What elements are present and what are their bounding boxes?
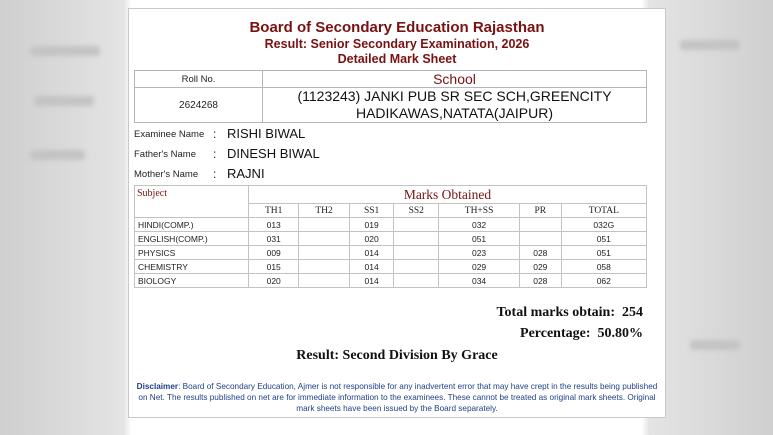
school-line-2: HADIKAWAS,NATATA(JAIPUR) xyxy=(355,105,554,121)
col-header-th2: TH2 xyxy=(299,204,349,218)
total-marks xyxy=(496,305,643,321)
school-value xyxy=(263,88,647,123)
roll-value: 2624268 xyxy=(135,88,263,123)
colon: : xyxy=(213,127,217,141)
table-row xyxy=(135,232,647,246)
subject-cell: CHEMISTRY xyxy=(135,260,249,274)
mother-label: Mother's Name xyxy=(134,169,199,180)
col-header-th-ss: TH+SS xyxy=(439,204,520,218)
col-header-pr: PR xyxy=(520,204,562,218)
table-row xyxy=(135,274,647,288)
mother-value: RAJNI xyxy=(227,166,265,181)
disclaimer-text: : Board of Secondary Education, Ajmer is not responsible for any inadvertent error that may have crept in the results being published on Net. The results published on net are for immediate information to the examinees. These cannot be treated as original mark sheets. Original mark sheets have been issued by the Board separately. xyxy=(138,382,658,413)
subject-cell: PHYSICS xyxy=(135,246,249,260)
mark-cell: 062 xyxy=(561,274,646,288)
colon: : xyxy=(213,167,217,181)
colon: : xyxy=(213,147,217,161)
background-blur-line xyxy=(30,46,100,56)
mark-cell xyxy=(299,260,349,274)
mark-cell: 015 xyxy=(249,260,299,274)
father-label: Father's Name xyxy=(134,149,197,160)
col-header-th1: TH1 xyxy=(249,204,299,218)
table-row xyxy=(135,246,647,260)
col-header-ss2: SS2 xyxy=(394,204,439,218)
percentage-value: 50.80% xyxy=(597,326,643,341)
percentage xyxy=(520,326,643,342)
school-line-1: (1123243) JANKI PUB SR SEC SCH,GREENCITY xyxy=(297,88,612,104)
mark-sheet xyxy=(128,8,666,418)
mark-cell: 019 xyxy=(349,218,394,232)
background-blur-line xyxy=(690,340,740,350)
examinee-label: Examinee Name xyxy=(134,129,205,140)
mark-cell xyxy=(520,218,562,232)
table-row xyxy=(135,218,647,232)
roll-label: Roll No. xyxy=(135,71,263,88)
total-value: 254 xyxy=(622,305,643,320)
mark-cell xyxy=(394,274,439,288)
mark-cell xyxy=(394,246,439,260)
mark-cell: 032 xyxy=(439,218,520,232)
mark-cell: 013 xyxy=(249,218,299,232)
subject-cell: ENGLISH(COMP.) xyxy=(135,232,249,246)
mark-cell: 029 xyxy=(520,260,562,274)
mark-cell: 051 xyxy=(561,232,646,246)
mark-cell xyxy=(394,232,439,246)
mark-cell: 028 xyxy=(520,246,562,260)
mark-cell xyxy=(394,260,439,274)
mark-cell: 014 xyxy=(349,274,394,288)
mark-cell: 029 xyxy=(439,260,520,274)
mark-cell: 051 xyxy=(561,246,646,260)
mark-cell xyxy=(299,246,349,260)
mark-cell: 020 xyxy=(349,232,394,246)
roll-school-table xyxy=(134,70,647,123)
mark-cell: 020 xyxy=(249,274,299,288)
sheet-title: Detailed Mark Sheet xyxy=(337,52,457,66)
mark-cell xyxy=(394,218,439,232)
background-blur-line xyxy=(34,96,94,106)
mark-cell: 034 xyxy=(439,274,520,288)
mark-cell: 031 xyxy=(249,232,299,246)
background-blur-line xyxy=(680,40,740,50)
total-label: Total marks obtain: xyxy=(496,305,615,320)
mark-cell: 009 xyxy=(249,246,299,260)
marks-obtained-header: Marks Obtained xyxy=(249,186,647,204)
col-header-ss1: SS1 xyxy=(349,204,394,218)
school-label: School xyxy=(263,71,647,88)
background-blur-line xyxy=(30,150,85,160)
board-title: Board of Secondary Education Rajasthan xyxy=(249,19,545,36)
mark-cell xyxy=(520,232,562,246)
mark-cell xyxy=(299,218,349,232)
marks-table xyxy=(134,185,647,288)
mark-cell: 032G xyxy=(561,218,646,232)
subject-cell: HINDI(COMP.) xyxy=(135,218,249,232)
subject-header: Subject xyxy=(135,186,249,218)
mark-cell: 014 xyxy=(349,260,394,274)
result-text: Result: Second Division By Grace xyxy=(296,348,498,363)
mark-cell xyxy=(299,232,349,246)
mark-cell: 051 xyxy=(439,232,520,246)
mark-cell: 023 xyxy=(439,246,520,260)
exam-title: Result: Senior Secondary Examination, 2026 xyxy=(264,37,530,51)
examinee-value: RISHI BIWAL xyxy=(227,126,306,141)
disclaimer xyxy=(133,381,661,414)
mark-cell: 014 xyxy=(349,246,394,260)
father-value: DINESH BIWAL xyxy=(227,146,320,161)
disclaimer-label: Disclaimer xyxy=(136,382,179,391)
percentage-label: Percentage: xyxy=(520,326,591,341)
mark-cell: 028 xyxy=(520,274,562,288)
mark-cell xyxy=(299,274,349,288)
table-row xyxy=(135,260,647,274)
mark-cell: 058 xyxy=(561,260,646,274)
subject-cell: BIOLOGY xyxy=(135,274,249,288)
col-header-total: TOTAL xyxy=(561,204,646,218)
